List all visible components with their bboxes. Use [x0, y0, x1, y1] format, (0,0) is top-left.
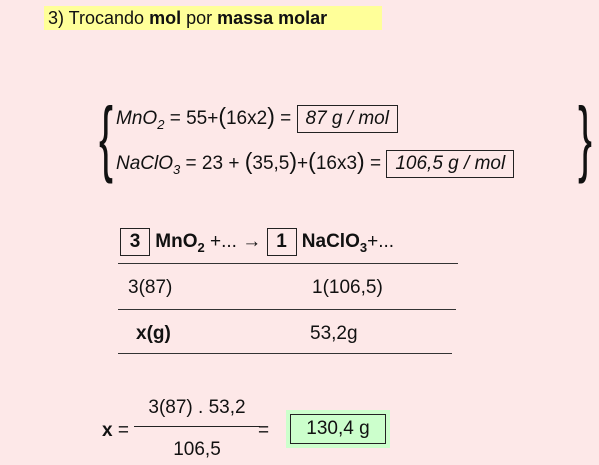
reaction-naclo3-sub: 3: [359, 240, 368, 255]
naclo3-p2-close: ): [357, 148, 365, 174]
mno2-inner: 16x2: [225, 108, 268, 129]
reaction-arrow: +... →: [204, 231, 267, 252]
naclo3-p2-inner: 16x3: [315, 153, 358, 174]
row2-right: 53,2g: [310, 323, 358, 344]
fraction-line: [134, 426, 260, 427]
reaction-mno2-sub: 2: [197, 240, 205, 255]
reaction-naclo3: NaClO: [296, 231, 360, 252]
mno2-subscript: 2: [157, 117, 165, 132]
equation-naclo3: [116, 148, 514, 178]
naclo3-subscript: 3: [173, 162, 181, 177]
mno2-formula: MnO: [116, 108, 158, 129]
fraction-numerator: 3(87) . 53,2: [148, 397, 246, 418]
naclo3-plus: +: [297, 153, 309, 174]
naclo3-result-box: 106,5 g / mol: [386, 150, 514, 178]
naclo3-p1-inner: 35,5: [252, 153, 290, 174]
right-brace: }: [578, 90, 593, 184]
final-equals-1: =: [112, 420, 129, 441]
naclo3-equals: =: [364, 153, 387, 174]
title-prefix: 3) Trocando: [48, 8, 150, 28]
equation-mno2: [116, 103, 398, 133]
final-variable: [102, 420, 129, 442]
divider-1: [118, 263, 458, 264]
naclo3-p1-open: (: [244, 148, 253, 174]
left-brace: {: [99, 90, 114, 184]
section-title: [44, 6, 382, 30]
coefficient-box-mno2: 3: [120, 228, 150, 256]
reaction-tail: +...: [367, 231, 395, 252]
naclo3-p2-open: (: [308, 148, 316, 174]
row2-left: x(g): [136, 323, 171, 344]
naclo3-rhs: = 23 +: [180, 153, 245, 174]
title-middle: por: [181, 8, 218, 28]
reaction-mno2: MnO: [150, 231, 198, 252]
final-equals-2: =: [258, 420, 270, 441]
reaction-line: [120, 228, 394, 256]
mno2-rhs: = 55+: [164, 108, 219, 129]
mno2-result-box: 87 g / mol: [297, 105, 398, 133]
title-bold-massa-molar: massa molar: [217, 8, 328, 28]
mno2-paren-open: (: [218, 103, 226, 129]
row1-right: 1(106,5): [312, 277, 383, 298]
final-var-x: x: [102, 420, 113, 441]
mno2-paren-close: ): [267, 103, 275, 129]
title-bold-mol: mol: [149, 8, 182, 28]
naclo3-p1-close: ): [289, 148, 298, 174]
final-result-highlight: [286, 410, 390, 448]
coefficient-box-naclo3: 1: [267, 228, 297, 256]
divider-2: [118, 309, 456, 310]
fraction-denominator: 106,5: [173, 439, 221, 460]
row1-left: 3(87): [128, 277, 173, 298]
divider-3: [118, 353, 452, 354]
final-result-box: 130,4 g: [290, 414, 386, 444]
mno2-equals: =: [274, 108, 297, 129]
naclo3-formula: NaClO: [116, 153, 174, 174]
